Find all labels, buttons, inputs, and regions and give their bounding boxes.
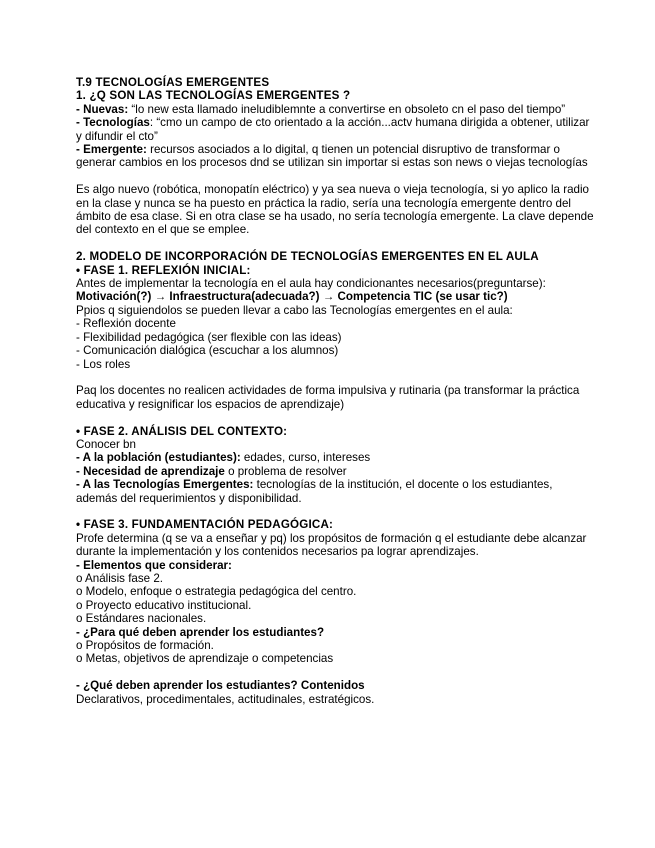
emergente-definition [76, 143, 596, 170]
technologies-text: tecnologías de la institución, el docente o los estudiantes, además del requerimientos y disponibilidad. [76, 478, 553, 505]
list-item: o Proyecto educativo institucional. [76, 598, 252, 612]
fase-2-intro: Conocer bn [76, 437, 136, 451]
list-item: o Metas, objetivos de aprendizaje o competencias [76, 652, 334, 666]
need-text: o problema de resolver [224, 464, 347, 478]
population-label: - A la población (estudiantes): [76, 451, 241, 465]
nuevas-text: “lo new esta llamado ineludiblemnte a convertirse en obsoleto cn el paso del tiempo” [128, 102, 566, 116]
population-text: edades, curso, intereses [240, 451, 371, 465]
fase-2-item-technologies [76, 478, 596, 505]
list-item: o Análisis fase 2. [76, 571, 164, 585]
list-item: o Modelo, enfoque o estrategia pedagógica del centro. [76, 585, 357, 599]
list-item: o Estándares nacionales. [76, 612, 207, 626]
section-2-heading: 2. MODELO DE INCORPORACIÓN DE TECNOLOGÍAS EMERGENTES EN EL AULA [76, 250, 539, 264]
document-page [76, 76, 596, 706]
list-item: - Los roles [76, 357, 131, 371]
list-item: - Reflexión docente [76, 317, 176, 331]
fase-1-paragraph: Paq los docentes no realicen actividades de forma impulsiva y rutinaria (pa transformar la práctica educativa y resignificar los espacios de aprendizaje) [76, 384, 580, 411]
fase-1-intro: Antes de implementar la tecnología en el aula hay condicionantes necesarios(preguntarse): [76, 277, 546, 291]
list-item: - Comunicación dialógica (escuchar a los alumnos) [76, 344, 339, 358]
fase-3-heading: • FASE 3. FUNDAMENTACIÓN PEDAGÓGICA: [76, 518, 334, 532]
nuevas-definition [76, 103, 596, 116]
fase-2-item-population [76, 451, 596, 464]
fase-1-heading: • FASE 1. REFLEXIÓN INICIAL: [76, 263, 251, 277]
document-title: T.9 TECNOLOGÍAS EMERGENTES [76, 76, 270, 89]
section-1-paragraph: Es algo nuevo (robótica, monopatín eléctrico) y ya sea nueva o vieja tecnología, si yo aplico la radio en la clase y nunca se ha puesto en práctica la radio, sería una tecnología emergente dentro del ámbito de esa clase. Si en otra clase se ha usado, no sería tecnología emergente. La clave depende del contexto en el que se emplee. [76, 183, 594, 237]
list-item: o Propósitos de formación. [76, 638, 214, 652]
emergente-text: recursos asociados a lo digital, q tienen un potencial disruptivo de transformar o generar cambios en los procesos dnd se utilizan sin importar si estas son news o viejas tecnologías [76, 143, 588, 170]
fase-1-conditions: Motivación(?) → Infraestructura(adecuada?) → Competencia TIC (se usar tic?) [76, 290, 508, 304]
technologies-label: - A las Tecnologías Emergentes: [76, 478, 254, 492]
fase-2-item-need [76, 465, 596, 478]
nuevas-label: - Nuevas: [76, 102, 129, 116]
que-text: Declarativos, procedimentales, actitudinales, estratégicos. [76, 692, 375, 706]
fase-2-heading: • FASE 2. ANÁLISIS DEL CONTEXTO: [76, 424, 288, 438]
fase-1-principles: Ppios q siguiendolos se pueden llevar a cabo las Tecnologías emergentes en el aula: [76, 303, 513, 317]
tecnologias-label: - Tecnologías [76, 116, 150, 130]
tecnologias-definition [76, 116, 596, 143]
que-heading: - ¿Qué deben aprender los estudiantes? Contenidos [76, 679, 365, 693]
para-que-heading: - ¿Para qué deben aprender los estudiantes? [76, 625, 325, 639]
emergente-label: - Emergente: [76, 143, 147, 157]
tecnologias-text: : “cmo un campo de cto orientado a la acción...actv humana dirigida a obtener, utilizar y difundir el cto” [76, 116, 590, 143]
section-1-heading: 1. ¿Q SON LAS TECNOLOGÍAS EMERGENTES ? [76, 89, 351, 103]
elementos-heading: - Elementos que considerar: [76, 558, 232, 572]
list-item: - Flexibilidad pedagógica (ser flexible con las ideas) [76, 330, 342, 344]
fase-3-intro: Profe determina (q se va a enseñar y pq) los propósitos de formación q el estudiante debe alcanzar durante la implementación y los contenidos necesarios pa lograr aprendizajes. [76, 531, 587, 559]
need-label: - Necesidad de aprendizaje [76, 464, 225, 478]
